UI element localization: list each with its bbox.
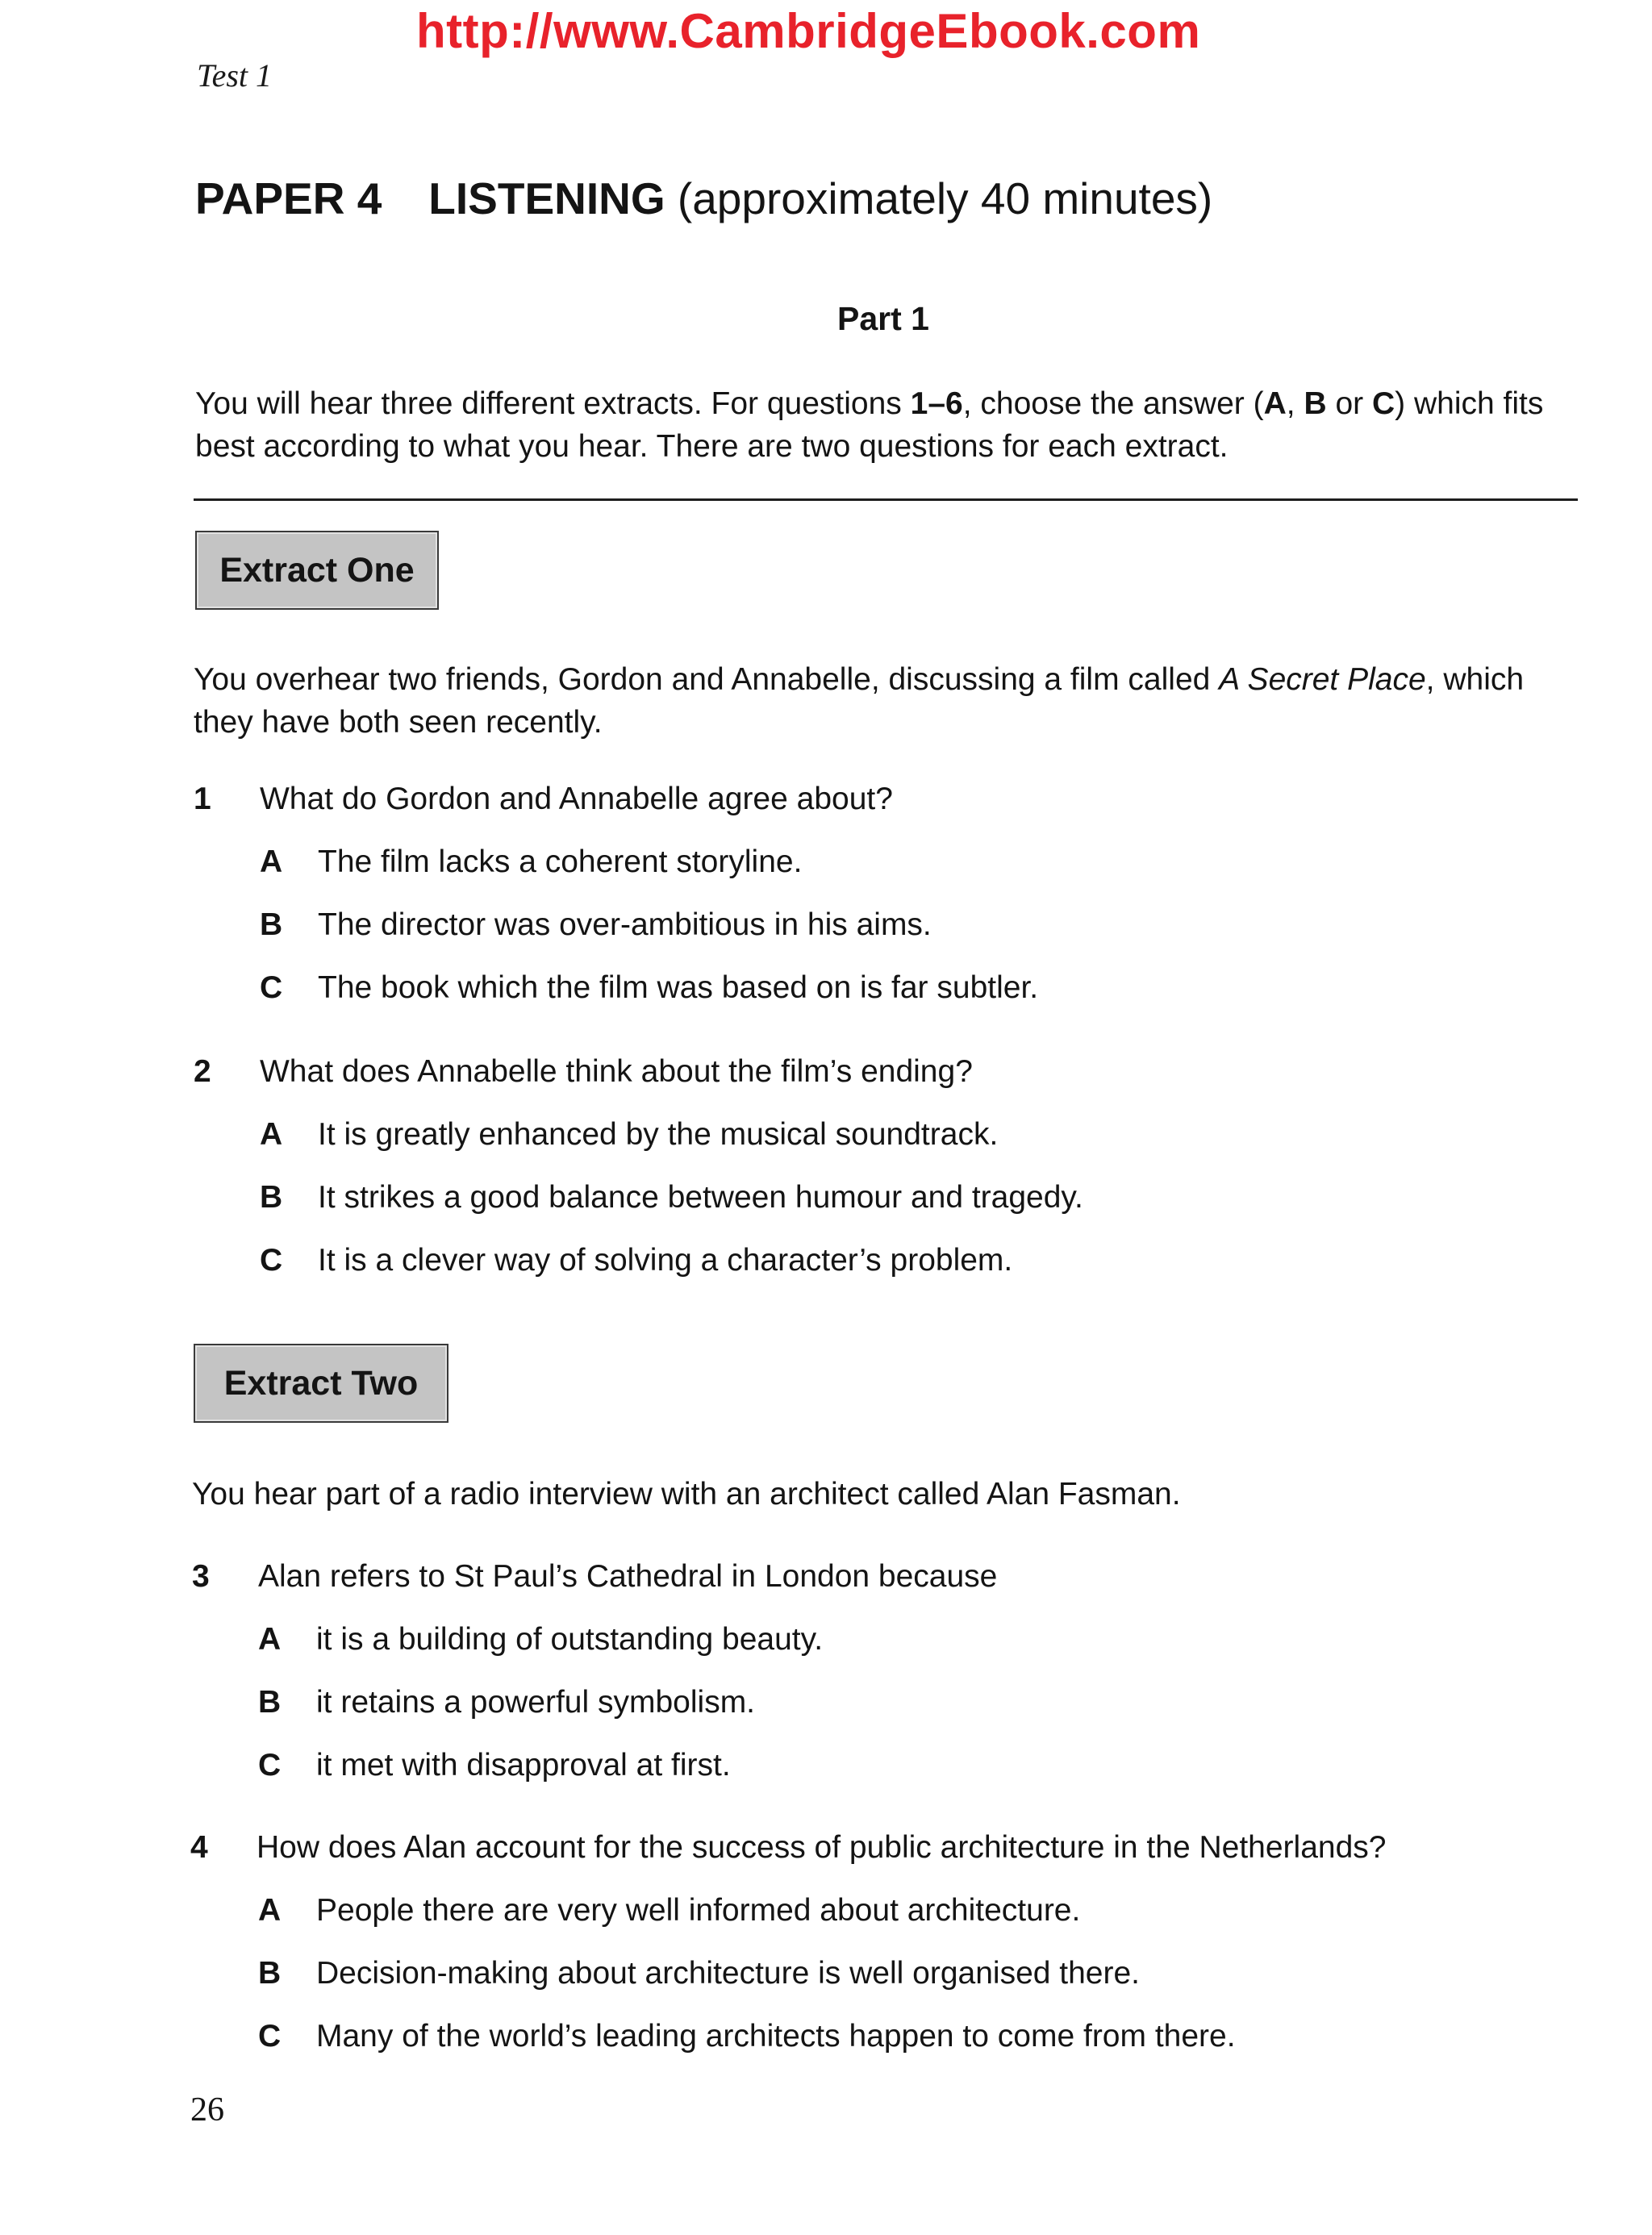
question-text: What does Annabelle think about the film’s ending? (260, 1054, 973, 1089)
option-text: People there are very well informed about architecture. (316, 1893, 1081, 1928)
option-text: The book which the film was based on is far subtler. (318, 970, 1039, 1005)
option-letter: C (258, 1748, 282, 1783)
divider-rule (194, 498, 1578, 501)
paper-section-name: LISTENING (428, 173, 665, 223)
option-text: It strikes a good balance between humour and tragedy. (318, 1180, 1083, 1215)
question-range: 1–6 (910, 386, 963, 421)
option-letter: B (258, 1685, 282, 1720)
option-letter: A (260, 844, 283, 879)
option-text: The film lacks a coherent storyline. (318, 844, 803, 879)
page-number: 26 (190, 2091, 224, 2129)
option-letter: C (260, 1243, 283, 1278)
instructions-text: , (1286, 386, 1304, 421)
option-text: Many of the world’s leading architects happen to come from there. (316, 2019, 1236, 2054)
instructions-line-1 (195, 382, 1543, 425)
extract-one-label: Extract One (195, 531, 439, 610)
letter-a: A (1263, 386, 1287, 421)
question-number: 3 (192, 1559, 210, 1594)
instructions-line-2: best according to what you hear. There are two questions for each extract. (195, 429, 1229, 464)
instructions-text: or (1326, 386, 1372, 421)
option-letter: A (258, 1893, 282, 1928)
letter-c: C (1371, 386, 1395, 421)
question-text: What do Gordon and Annabelle agree about? (260, 782, 893, 816)
paper-duration: (approximately 40 minutes) (677, 173, 1213, 223)
option-text: It is a clever way of solving a character’s problem. (318, 1243, 1013, 1278)
instructions (195, 382, 1543, 468)
option-letter: B (260, 907, 283, 942)
film-title: A Secret Place (1219, 662, 1426, 697)
option-letter: A (260, 1117, 283, 1152)
watermark-url: http://www.CambridgeEbook.com (416, 4, 1201, 58)
question-number: 2 (194, 1054, 211, 1089)
option-letter: A (258, 1622, 282, 1657)
part-heading: Part 1 (837, 300, 929, 337)
extract-two-intro: You hear part of a radio interview with an architect called Alan Fasman. (192, 1477, 1181, 1512)
question-text: How does Alan account for the success of public architecture in the Netherlands? (257, 1830, 1387, 1865)
option-letter: B (258, 1956, 282, 1991)
intro-text: , which (1425, 662, 1525, 697)
option-text: it met with disapproval at first. (316, 1748, 731, 1783)
option-text: it retains a powerful symbolism. (316, 1685, 756, 1720)
question-number: 4 (190, 1830, 208, 1865)
question-text: Alan refers to St Paul’s Cathedral in London because (258, 1559, 998, 1594)
option-letter: C (258, 2019, 282, 2054)
option-text: Decision-making about architecture is well organised there. (316, 1956, 1141, 1991)
extract-two-label: Extract Two (194, 1344, 448, 1423)
paper-title (195, 173, 1212, 224)
extract-one-intro-line-2: they have both seen recently. (194, 705, 603, 740)
instructions-text: , choose the answer ( (962, 386, 1264, 421)
letter-b: B (1304, 386, 1327, 421)
option-text: The director was over-ambitious in his aims. (318, 907, 932, 942)
question-number: 1 (194, 782, 211, 816)
option-letter: B (260, 1180, 283, 1215)
instructions-text: You will hear three different extracts. For questions (195, 386, 911, 421)
paper-number: PAPER 4 (195, 173, 382, 223)
extract-one-intro (194, 658, 1524, 744)
running-head: Test 1 (197, 57, 273, 94)
instructions-text: ) which fits (1395, 386, 1544, 421)
option-text: it is a building of outstanding beauty. (316, 1622, 824, 1657)
intro-text: You overhear two friends, Gordon and Annabelle, discussing a film called (194, 662, 1220, 697)
option-text: It is greatly enhanced by the musical soundtrack. (318, 1117, 999, 1152)
option-letter: C (260, 970, 283, 1005)
extract-one-intro-line-1 (194, 658, 1524, 701)
